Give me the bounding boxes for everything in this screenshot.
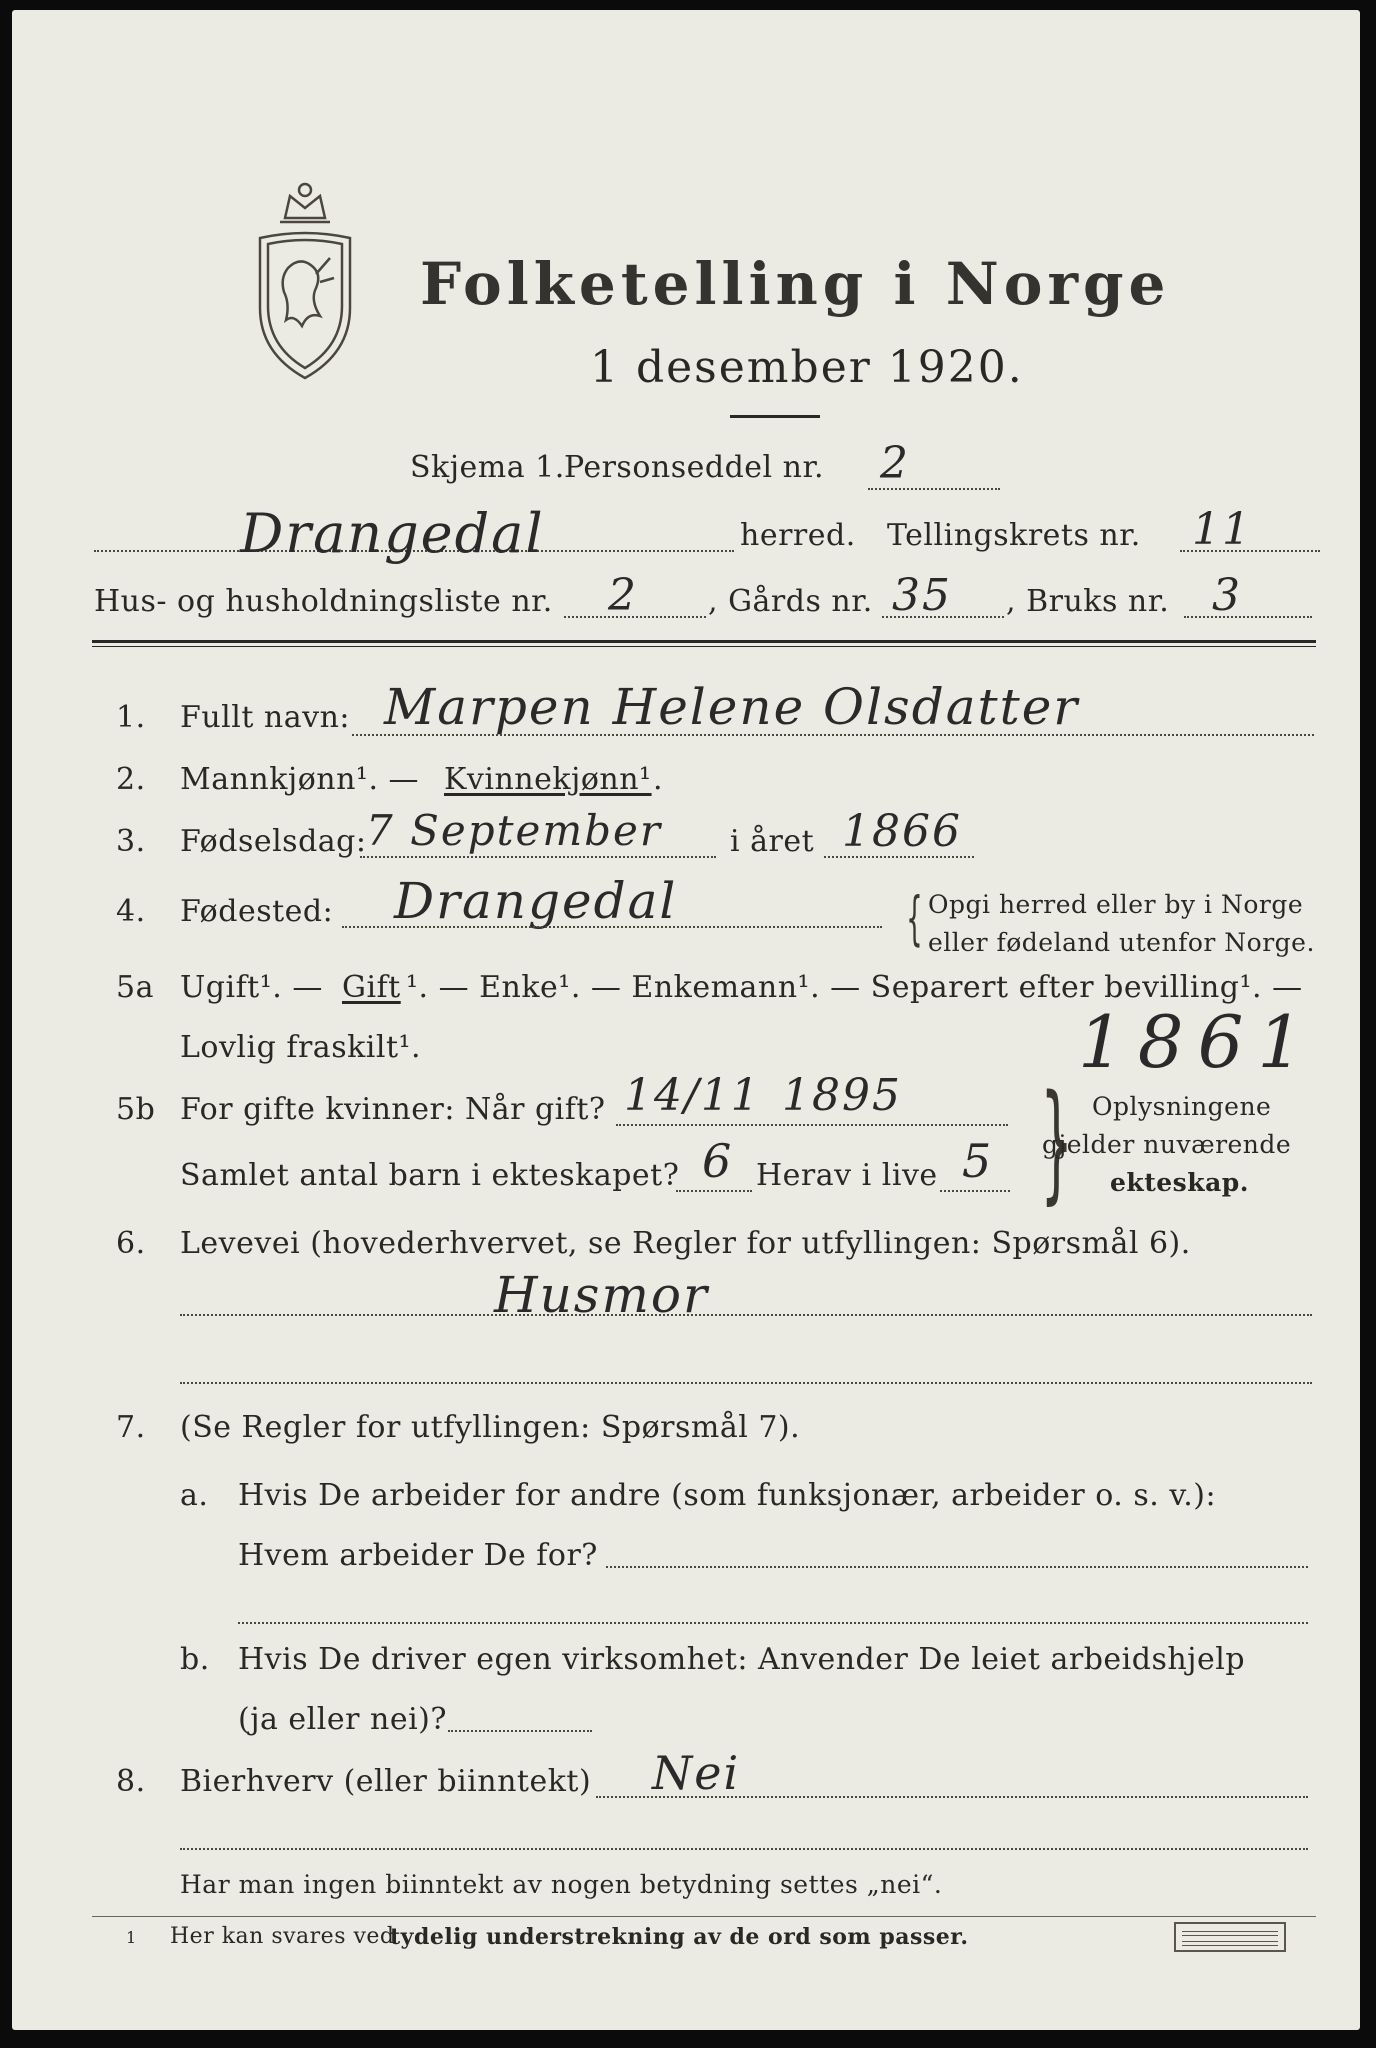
herred-label: herred. <box>740 518 856 553</box>
header-double-rule-top <box>92 640 1316 643</box>
husliste-value: 2 <box>608 570 638 621</box>
q4-brace: { <box>906 884 923 952</box>
q5b-live-value: 5 <box>962 1134 994 1188</box>
q7b-letter: b. <box>180 1642 210 1677</box>
footnote-text-a: Her kan svares ved <box>170 1924 395 1949</box>
q4-note-1: Opgi herred eller by i Norge <box>928 890 1304 919</box>
coat-of-arms-icon <box>250 178 360 388</box>
bruks-value: 3 <box>1212 570 1242 621</box>
footnote-text-b: tydelig understrekning av de ord som passer. <box>390 1924 969 1950</box>
q4-label: Fødested: <box>180 894 334 929</box>
q5a-annotation: 1861 <box>1078 1000 1318 1084</box>
krets-label: Tellingskrets nr. <box>887 518 1141 553</box>
q5b-barn-label: Samlet antal barn i ekteskapet? <box>180 1158 680 1193</box>
personseddel-line <box>868 488 1000 490</box>
q5b-line <box>616 1124 1008 1126</box>
q7b-line <box>448 1730 592 1732</box>
q7a-letter: a. <box>180 1478 209 1513</box>
q8-line-2 <box>180 1848 1308 1850</box>
q1-line <box>352 734 1314 736</box>
q7b-text-2: (ja eller nei)? <box>238 1702 447 1737</box>
q7a-text-2: Hvem arbeider De for? <box>238 1538 598 1573</box>
personseddel-label: Personseddel nr. <box>564 450 825 485</box>
q2-mann: Mannkjønn¹. — <box>180 762 420 797</box>
gards-line <box>882 616 1004 618</box>
q1-number: 1. <box>116 700 146 735</box>
q5b-live-line <box>940 1190 1010 1192</box>
q3-number: 3. <box>116 824 146 859</box>
q7-label: (Se Regler for utfyllingen: Spørsmål 7). <box>180 1410 801 1445</box>
census-form-sheet <box>12 10 1360 2030</box>
gards-label: , Gårds nr. <box>708 584 873 619</box>
bruks-line <box>1184 616 1312 618</box>
q5a-gift-underlined: Gift <box>342 970 401 1005</box>
form-title: Folketelling i Norge <box>420 250 1171 318</box>
q2-kvinne-underlined: Kvinnekjønn¹ <box>444 762 652 797</box>
q7a-line-1 <box>606 1566 1308 1568</box>
q7b-text: Hvis De driver egen virksomhet: Anvender De leiet arbeidshjelp <box>238 1642 1246 1677</box>
q5b-note-1: Oplysningene <box>1092 1092 1272 1121</box>
q5b-barn-value: 6 <box>702 1134 734 1188</box>
q6-label: Levevei (hovederhvervet, se Regler for utfyllingen: Spørsmål 6). <box>180 1226 1191 1261</box>
q5a-number: 5a <box>116 970 154 1005</box>
q5b-date-value: 14/11 <box>624 1070 761 1121</box>
krets-value: 11 <box>1192 504 1252 555</box>
q5b-number: 5b <box>116 1092 156 1127</box>
q4-note-2: eller fødeland utenfor Norge. <box>928 928 1315 957</box>
q6-line-1 <box>180 1314 1312 1316</box>
q6-number: 6. <box>116 1226 146 1261</box>
q4-line <box>342 926 882 928</box>
census-date: 1 desember 1920. <box>590 342 1024 393</box>
q8-value: Nei <box>652 1746 741 1800</box>
q5b-note-3: ekteskap. <box>1110 1168 1249 1197</box>
q5b-year-value: 1895 <box>782 1070 902 1121</box>
schema-label: Skjema 1. <box>410 450 565 485</box>
footnote-mark: 1 <box>126 1928 137 1947</box>
gards-value: 35 <box>892 570 952 621</box>
q5b-note-2: gjelder nuværende <box>1042 1130 1292 1159</box>
q3-year-line <box>824 856 974 858</box>
q4-number: 4. <box>116 894 146 929</box>
q2-end: . <box>653 762 664 797</box>
q6-value: Husmor <box>494 1266 709 1324</box>
q6-line-2 <box>180 1382 1312 1384</box>
q3-line <box>360 856 716 858</box>
q5a-line2: Lovlig fraskilt¹. <box>180 1030 422 1065</box>
q5a-rest: ¹. — Enke¹. — Enkemann¹. — Separert efter bevilling¹. — <box>406 970 1303 1005</box>
footnote-rule <box>92 1916 1316 1917</box>
biinntekt-note: Har man ingen biinntekt av nogen betydning settes „nei“. <box>180 1870 943 1899</box>
q8-label: Bierhverv (eller biinntekt) <box>180 1764 592 1799</box>
personseddel-value: 2 <box>880 438 910 489</box>
q5b-label: For gifte kvinner: Når gift? <box>180 1092 606 1127</box>
q5b-barn-line <box>676 1190 752 1192</box>
printer-stamp <box>1174 1922 1286 1952</box>
title-divider <box>730 415 820 418</box>
husliste-label: Hus- og husholdningsliste nr. <box>94 584 553 619</box>
q1-value: Marpen Helene Olsdatter <box>384 678 1080 736</box>
q4-value: Drangedal <box>394 872 678 930</box>
q2-number: 2. <box>116 762 146 797</box>
header-double-rule-bottom <box>92 646 1316 647</box>
q7a-text: Hvis De arbeider for andre (som funksjonær, arbeider o. s. v.): <box>238 1478 1217 1513</box>
q5a-ugift: Ugift¹. — <box>180 970 323 1005</box>
q3-year-label: i året <box>730 824 815 859</box>
q8-number: 8. <box>116 1764 146 1799</box>
herred-value: Drangedal <box>240 502 545 565</box>
husliste-line <box>564 616 706 618</box>
q3-label: Fødselsdag: <box>180 824 367 859</box>
bruks-label: , Bruks nr. <box>1006 584 1170 619</box>
q5b-brace: } <box>1040 1068 1074 1217</box>
q5b-live-label: Herav i live <box>756 1158 938 1193</box>
q1-label: Fullt navn: <box>180 700 351 735</box>
q3-value: 7 September <box>366 806 662 855</box>
q8-line-1 <box>596 1796 1308 1798</box>
q7a-line-2 <box>238 1622 1308 1624</box>
q7-number: 7. <box>116 1410 146 1445</box>
krets-line <box>1180 550 1320 552</box>
q3-year-value: 1866 <box>842 806 962 857</box>
